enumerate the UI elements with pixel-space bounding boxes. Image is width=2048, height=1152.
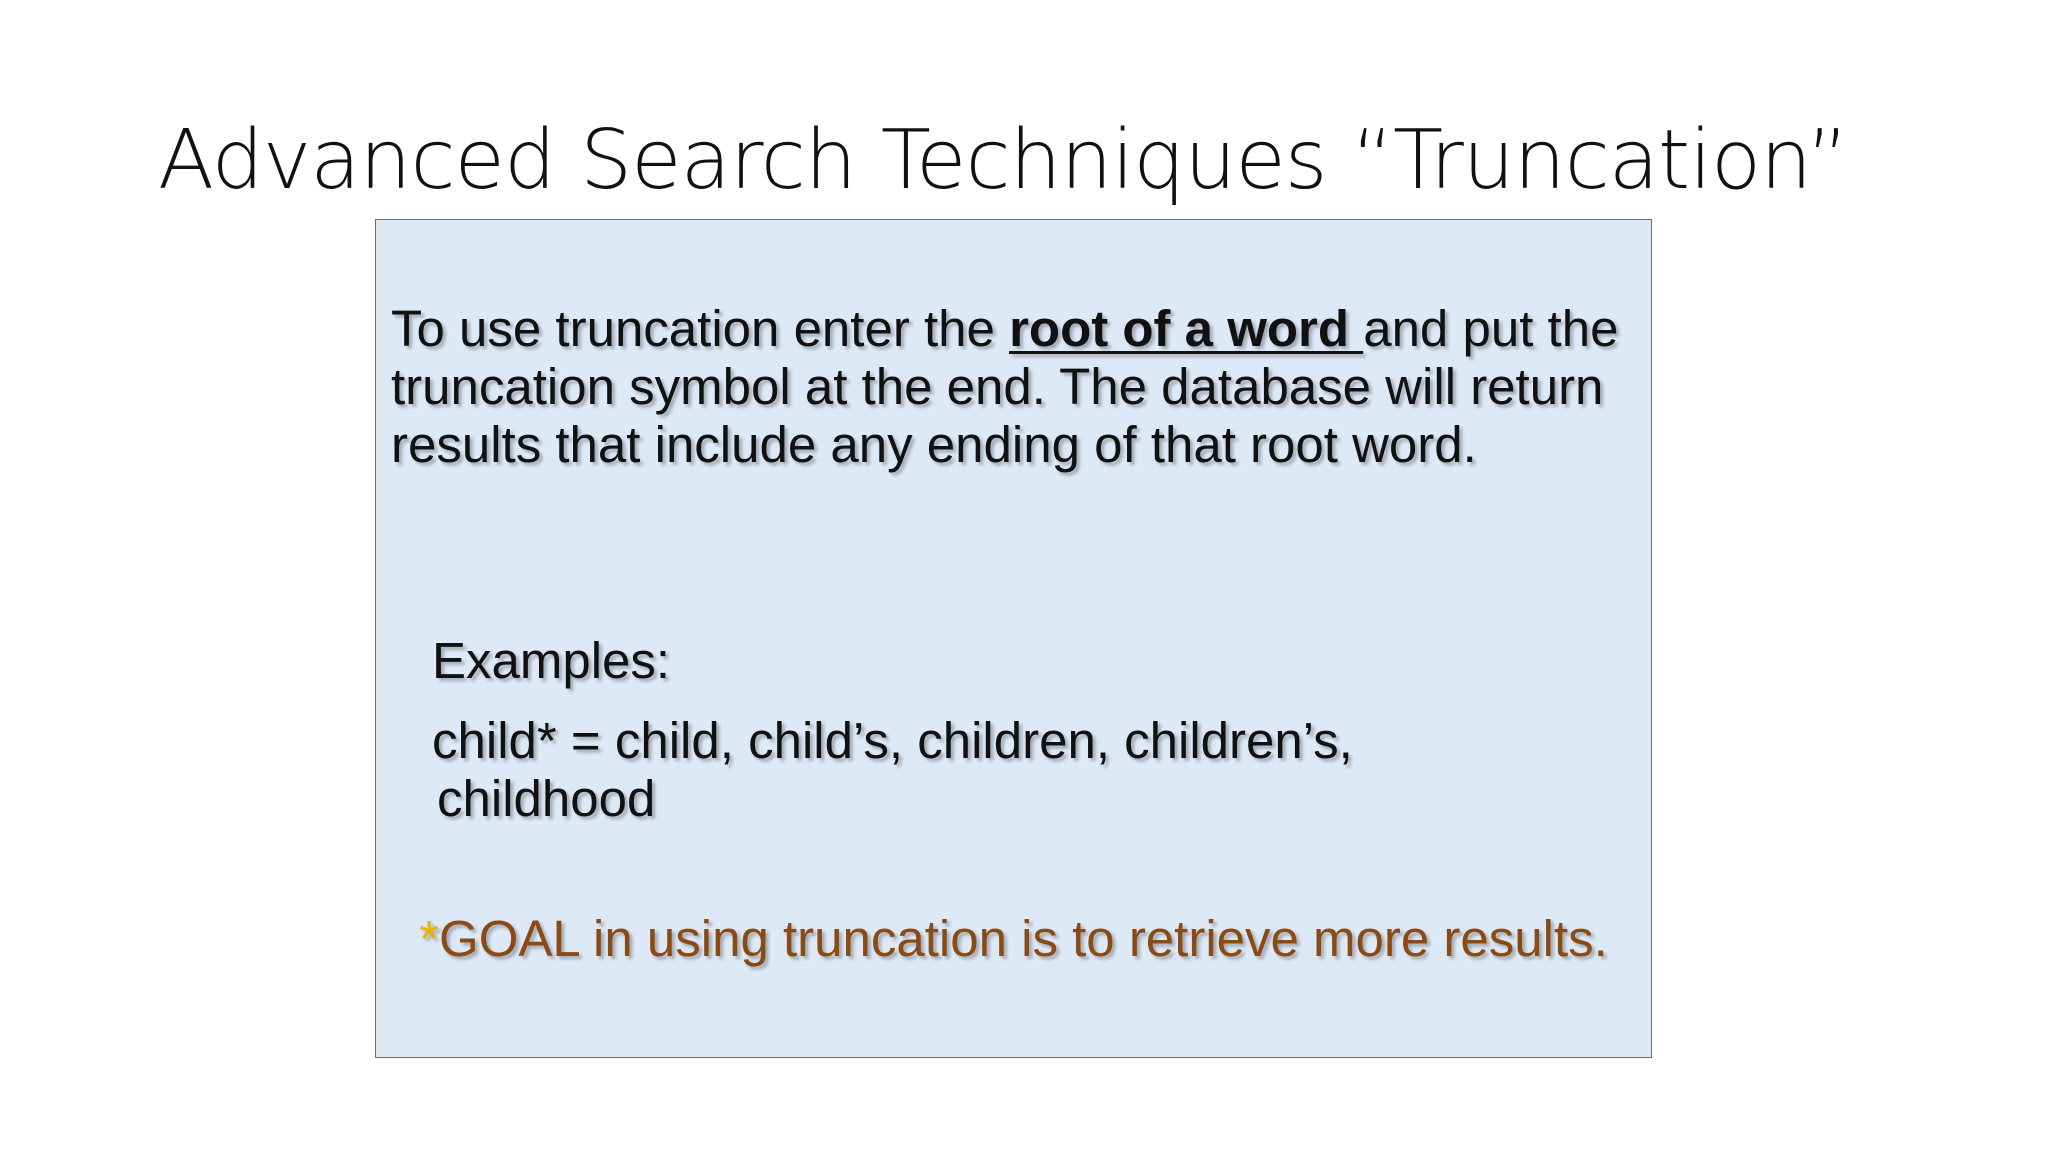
goal-statement [376,910,1651,968]
example-text: child* = child, child’s, children, children’s, childhood [432,712,1353,827]
intro-text-before: To use truncation enter the [391,300,1010,357]
intro-paragraph [391,300,1641,474]
examples-label: Examples: [432,632,671,689]
goal-text: GOAL in using truncation is to retrieve more results. [439,910,1608,967]
content-box [375,219,1652,1058]
intro-text-after: and put the truncation symbol at the end. The database will return results that include any ending of that root word. [391,300,1619,473]
goal-asterisk: * [419,910,440,967]
slide-title: Advanced Search Techniques “Truncation” [158,113,1849,208]
intro-keyword: root of a word [1009,300,1364,357]
